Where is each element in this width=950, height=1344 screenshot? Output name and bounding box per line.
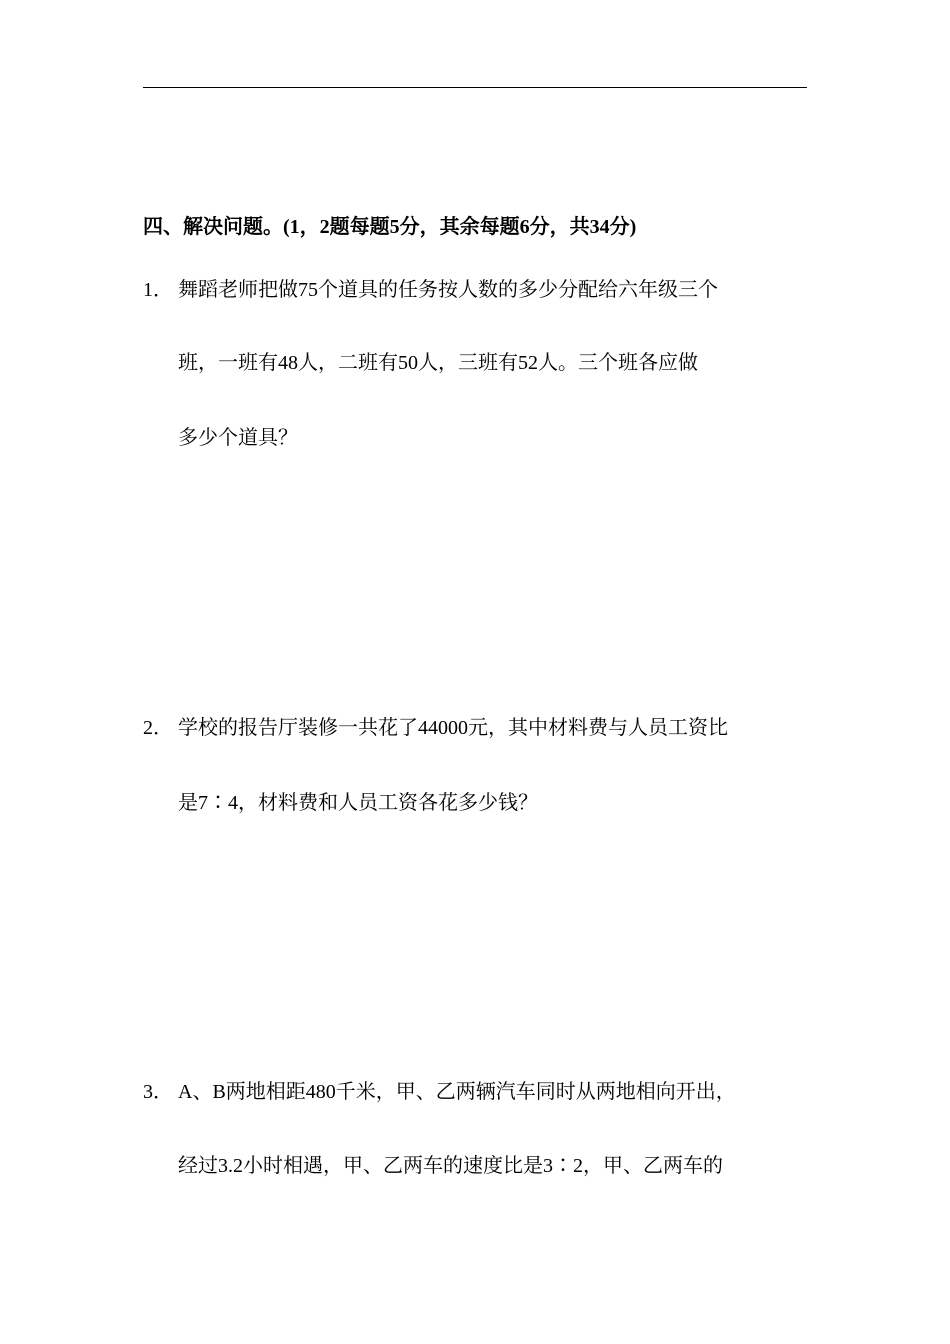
- problem-text-line: A、B两地相距480千米，甲、乙两辆汽车同时从两地相向开出，: [178, 1081, 736, 1103]
- header-rule: [143, 87, 807, 88]
- problem-text-line: 班，一班有48人，二班有50人，三班有52人。三个班各应做: [178, 352, 698, 374]
- problem-text-line: 是7∶4，材料费和人员工资各花多少钱？: [178, 792, 538, 814]
- problem-text-line: 学校的报告厅装修一共花了44000元，其中材料费与人员工资比: [178, 717, 728, 739]
- problem-number: 2．: [143, 717, 173, 739]
- problem-number: 1．: [143, 279, 173, 301]
- problem-text-line: 多少个道具？: [178, 427, 298, 449]
- problem-text-line: 经过3.2小时相遇，甲、乙两车的速度比是3∶2，甲、乙两车的: [178, 1155, 723, 1177]
- problem-number: 3．: [143, 1081, 173, 1103]
- problem-text-line: 舞蹈老师把做75个道具的任务按人数的多少分配给六年级三个: [178, 279, 718, 301]
- section-title: 四、解决问题。(1，2题每题5分，其余每题6分，共34分): [143, 216, 637, 238]
